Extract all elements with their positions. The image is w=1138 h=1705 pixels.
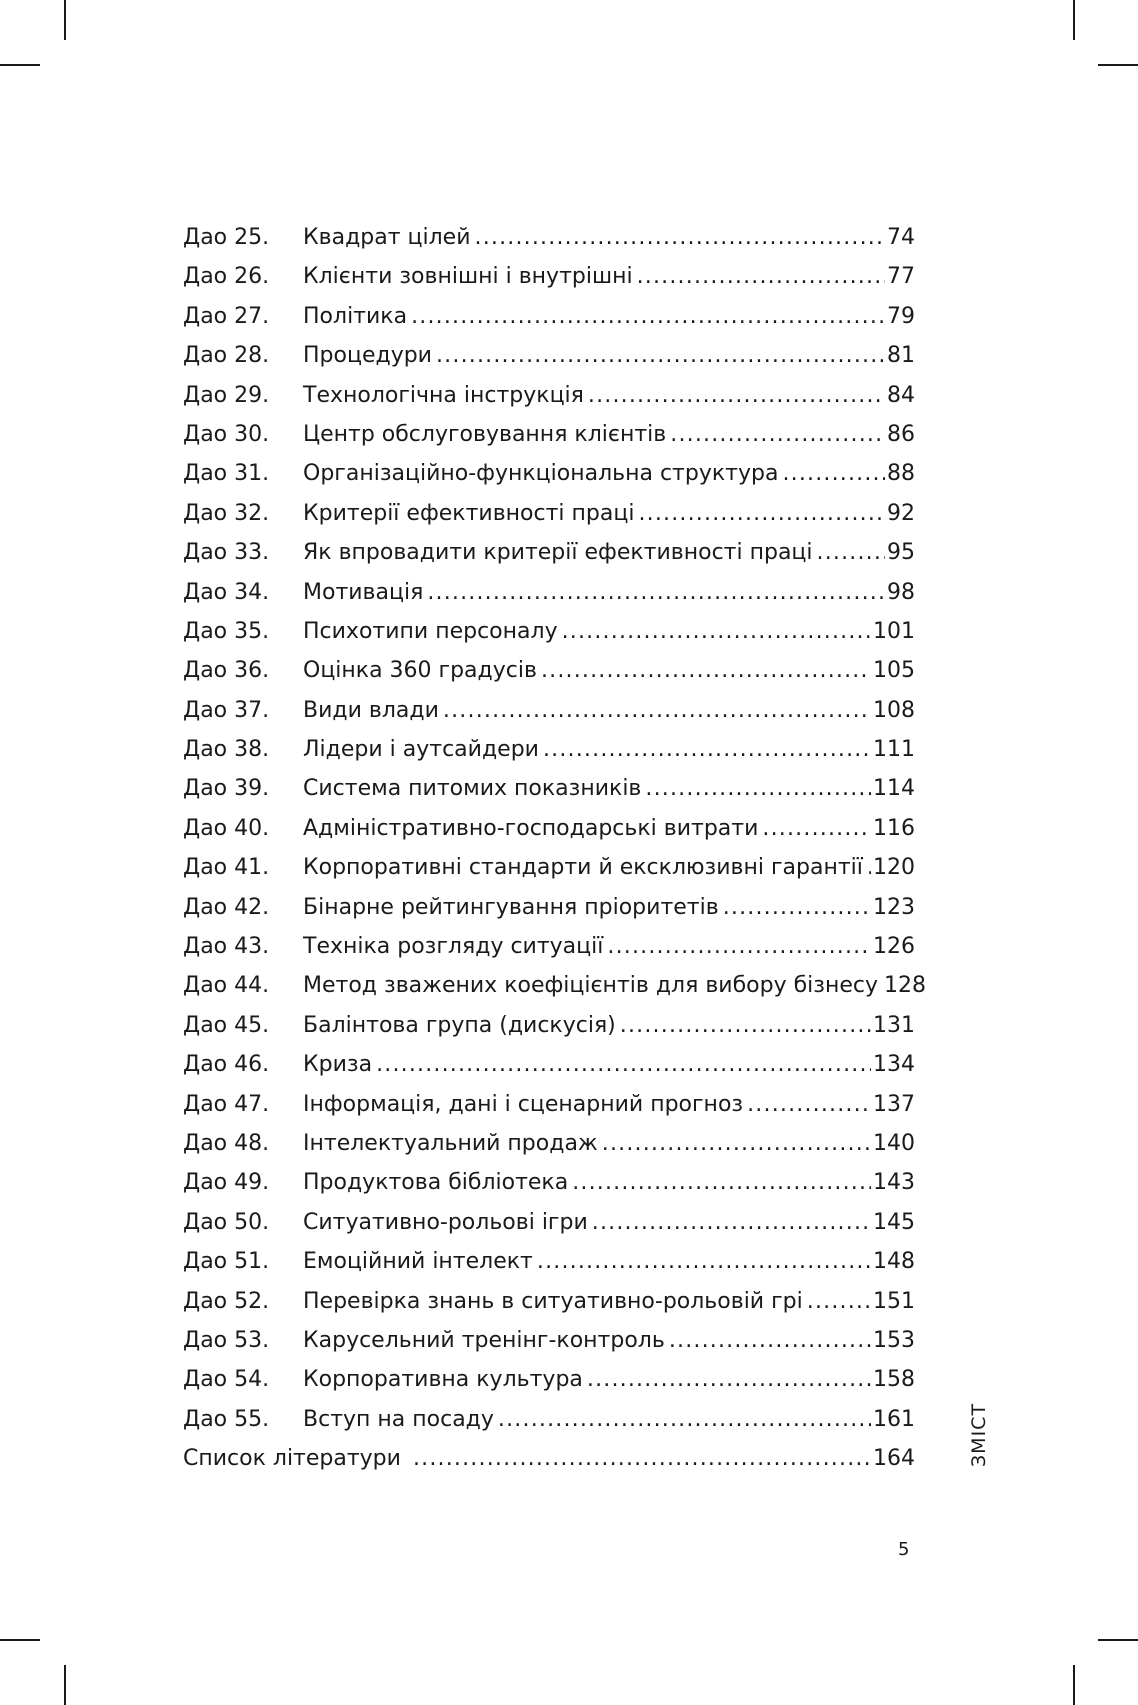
- toc-entry-title: Балінтова група (дискусія): [303, 1012, 616, 1038]
- toc-entry-title: Оцінка 360 градусів: [303, 658, 537, 684]
- toc-entry-page: 143: [873, 1170, 915, 1196]
- dot-leader: [475, 218, 885, 257]
- dot-leader: [376, 1045, 871, 1084]
- toc-entry[interactable]: [183, 1242, 915, 1281]
- toc-entry-number: Дао 44.: [183, 973, 270, 999]
- toc-entry-number: Дао 39.: [183, 776, 270, 802]
- dot-leader: [587, 1360, 871, 1399]
- toc-entry[interactable]: [183, 691, 915, 730]
- crop-mark: [1073, 1665, 1075, 1705]
- toc-entry-page: 137: [873, 1091, 915, 1117]
- toc-entry[interactable]: [183, 651, 915, 690]
- toc-entry-page: 84: [887, 382, 915, 408]
- toc-entry-page: 98: [887, 579, 915, 605]
- toc-entry[interactable]: [183, 769, 915, 808]
- toc-entry-number: Дао 38.: [183, 737, 270, 763]
- toc-entry-title: Список літератури: [183, 1446, 401, 1472]
- toc-entry-number: Дао 45.: [183, 1012, 270, 1038]
- toc-entry-number: Дао 47.: [183, 1091, 270, 1117]
- toc-entry[interactable]: [183, 966, 927, 1005]
- toc-entry-page: 128: [884, 973, 927, 999]
- toc-entry-page: 114: [873, 776, 915, 802]
- toc-entry-title: Лідери і аутсайдери: [303, 737, 539, 763]
- toc-entry[interactable]: [183, 848, 915, 887]
- dot-leader: [411, 297, 885, 336]
- toc-entry-page: 126: [873, 934, 915, 960]
- toc-entry-page: 111: [873, 737, 915, 763]
- toc-entry-title: Техніка розгляду ситуації: [303, 934, 604, 960]
- toc-entry-number: Дао 37.: [183, 697, 270, 723]
- toc-entry-number: Дао 28.: [183, 343, 270, 369]
- dot-leader: [443, 691, 871, 730]
- toc-entry-title: Технологічна інструкція: [303, 382, 584, 408]
- toc-entry-number: Дао 41.: [183, 855, 270, 881]
- toc-entry-number: Дао 35.: [183, 618, 270, 644]
- toc-entry-page: 86: [887, 421, 915, 447]
- toc-entry-page: 145: [873, 1209, 915, 1235]
- toc-entry-title: Критерії ефективності праці: [303, 500, 635, 526]
- toc-entry[interactable]: [183, 336, 915, 375]
- toc-entry-number: Дао 54.: [183, 1367, 270, 1393]
- toc-entry-title: Інформація, дані і сценарний прогноз: [303, 1091, 744, 1117]
- toc-entry[interactable]: [183, 1045, 915, 1084]
- toc-entry-page: 92: [887, 500, 915, 526]
- toc-entry-page: 161: [873, 1406, 915, 1432]
- toc-entry-page: 148: [873, 1249, 915, 1275]
- dot-leader: [436, 336, 885, 375]
- section-label: ЗМІСТ: [968, 1402, 990, 1467]
- dot-leader: [807, 1282, 871, 1321]
- toc-entry-page: 74: [887, 225, 915, 250]
- toc-entry[interactable]: [183, 297, 915, 336]
- toc-entry-bibliography[interactable]: [183, 1439, 915, 1478]
- toc-entry-page: 95: [887, 540, 915, 566]
- dot-leader: [572, 1163, 871, 1202]
- toc-entry-title: Процедури: [303, 343, 432, 369]
- toc-entry[interactable]: [183, 1321, 915, 1360]
- crop-mark: [64, 1665, 66, 1705]
- toc-entry-page: 116: [873, 815, 915, 841]
- toc-entry[interactable]: [183, 1282, 915, 1321]
- toc-entry-number: Дао 30.: [183, 421, 270, 447]
- toc-entry[interactable]: [183, 927, 915, 966]
- dot-leader: [541, 651, 871, 690]
- dot-leader: [670, 415, 885, 454]
- toc-entry-number: Дао 46.: [183, 1052, 270, 1078]
- toc-entry[interactable]: [183, 1085, 915, 1124]
- toc-entry[interactable]: [183, 533, 915, 572]
- toc-entry-number: Дао 55.: [183, 1406, 270, 1432]
- toc-entry-title: Криза: [303, 1052, 373, 1078]
- table-of-contents: [183, 218, 927, 1479]
- toc-entry-title: Перевірка знань в ситуативно-рольовій грі: [303, 1288, 803, 1314]
- dot-leader: [427, 573, 885, 612]
- toc-entry-title: Інтелектуальний продаж: [303, 1130, 598, 1156]
- toc-entry-page: 140: [873, 1130, 915, 1156]
- dot-leader: [762, 809, 871, 848]
- toc-entry-title: Корпоративна культура: [303, 1367, 583, 1393]
- toc-entry-page: 131: [873, 1012, 915, 1038]
- toc-entry-title: Центр обслуговування клієнтів: [303, 421, 667, 447]
- toc-entry-number: Дао 29.: [183, 382, 270, 408]
- toc-entry-number: Дао 42.: [183, 894, 270, 920]
- toc-entry-page: 77: [887, 264, 915, 290]
- dot-leader: [669, 1321, 871, 1360]
- toc-entry-number: Дао 40.: [183, 815, 270, 841]
- toc-entry-title: Корпоративні стандарти й ексклюзивні гарантії: [303, 855, 863, 881]
- toc-entry-page: 88: [887, 461, 915, 487]
- dot-leader: [645, 769, 871, 808]
- toc-entry-number: Дао 49.: [183, 1170, 270, 1196]
- toc-entry-title: Клієнти зовнішні і внутрішні: [303, 264, 633, 290]
- dot-leader: [723, 888, 871, 927]
- dot-leader: [543, 730, 871, 769]
- toc-entry-title: Види влади: [303, 697, 439, 723]
- toc-entry[interactable]: [183, 218, 915, 257]
- toc-entry-title: Політика: [303, 303, 408, 329]
- toc-entry-page: 158: [873, 1367, 915, 1393]
- toc-entry[interactable]: [183, 730, 915, 769]
- toc-entry[interactable]: [183, 809, 915, 848]
- page-number: 5: [898, 1539, 910, 1560]
- dot-leader: [637, 257, 885, 296]
- dot-leader: [602, 1124, 871, 1163]
- toc-entry-page: 105: [873, 658, 915, 684]
- toc-entry-page: 120: [873, 855, 915, 881]
- toc-entry[interactable]: [183, 573, 915, 612]
- toc-entry-number: Дао 50.: [183, 1209, 270, 1235]
- dot-leader: [867, 848, 871, 887]
- toc-entry-number: Дао 52.: [183, 1288, 270, 1314]
- dot-leader: [588, 376, 885, 415]
- toc-entry-title: Психотипи персоналу: [303, 618, 558, 644]
- crop-mark: [1098, 1639, 1138, 1641]
- toc-entry[interactable]: [183, 494, 915, 533]
- toc-entry-title: Карусельний тренінг-контроль: [303, 1327, 665, 1353]
- toc-entry[interactable]: [183, 1006, 915, 1045]
- dot-leader: [413, 1439, 871, 1478]
- toc-entry-page: 81: [887, 343, 915, 369]
- toc-entry-page: 101: [873, 618, 915, 644]
- toc-entry-page: 134: [873, 1052, 915, 1078]
- toc-entry[interactable]: [183, 454, 915, 493]
- toc-entry-number: Дао 25.: [183, 225, 270, 250]
- dot-leader: [747, 1085, 871, 1124]
- toc-entry-page: 108: [873, 697, 915, 723]
- toc-entry-title: Адміністративно-господарські витрати: [303, 815, 759, 841]
- toc-entry-number: Дао 48.: [183, 1130, 270, 1156]
- toc-entry-title: Метод зважених коефіцієнтів для вибору бізнесу: [303, 973, 879, 999]
- toc-entry[interactable]: [183, 1124, 915, 1163]
- toc-entry-page: 123: [873, 894, 915, 920]
- toc-entry-number: Дао 31.: [183, 461, 270, 487]
- toc-entry-page: 151: [873, 1288, 915, 1314]
- toc-entry-title: Організаційно-функціональна структура: [303, 461, 779, 487]
- toc-entry[interactable]: [183, 1203, 915, 1242]
- crop-mark: [1073, 0, 1075, 40]
- dot-leader: [620, 1006, 871, 1045]
- toc-entry[interactable]: [183, 1360, 915, 1399]
- toc-entry[interactable]: [183, 415, 915, 454]
- toc-entry-number: Дао 53.: [183, 1327, 270, 1353]
- dot-leader: [817, 533, 885, 572]
- toc-entry-number: Дао 34.: [183, 579, 270, 605]
- toc-entry[interactable]: [183, 1400, 915, 1439]
- crop-mark: [1098, 64, 1138, 66]
- dot-leader: [537, 1242, 871, 1281]
- toc-entry[interactable]: [183, 257, 915, 296]
- toc-entry-number: Дао 33.: [183, 540, 270, 566]
- toc-entry-title: Система питомих показників: [303, 776, 642, 802]
- toc-entry-title: Мотивація: [303, 579, 424, 605]
- toc-entry-number: Дао 26.: [183, 264, 270, 290]
- toc-entry-number: Дао 32.: [183, 500, 270, 526]
- crop-mark: [0, 64, 40, 66]
- toc-entry-number: Дао 27.: [183, 303, 270, 329]
- toc-entry-title: Квадрат цілей: [303, 225, 471, 250]
- toc-entry[interactable]: [183, 376, 915, 415]
- toc-entry-title: Емоційний інтелект: [303, 1249, 533, 1275]
- toc-entry-title: Бінарне рейтингування пріоритетів: [303, 894, 719, 920]
- toc-entry-page: 153: [873, 1327, 915, 1353]
- toc-entry-number: Дао 51.: [183, 1249, 270, 1275]
- crop-mark: [0, 1639, 40, 1641]
- toc-entry[interactable]: [183, 612, 915, 651]
- dot-leader: [607, 927, 871, 966]
- dot-leader: [498, 1400, 871, 1439]
- toc-entry-title: Ситуативно-рольові ігри: [303, 1209, 588, 1235]
- toc-entry-title: Вступ на посаду: [303, 1406, 494, 1432]
- toc-entry-page: 79: [887, 303, 915, 329]
- dot-leader: [592, 1203, 871, 1242]
- crop-mark: [64, 0, 66, 40]
- toc-entry[interactable]: [183, 888, 915, 927]
- dot-leader: [782, 454, 885, 493]
- toc-entry-number: Дао 36.: [183, 658, 270, 684]
- toc-entry-number: Дао 43.: [183, 934, 270, 960]
- dot-leader: [638, 494, 885, 533]
- toc-entry-page: 164: [873, 1446, 915, 1472]
- toc-entry-title: Як впровадити критерії ефективності праці: [303, 540, 813, 566]
- dot-leader: [562, 612, 871, 651]
- toc-entry[interactable]: [183, 1163, 915, 1202]
- toc-entry-title: Продуктова бібліотека: [303, 1170, 569, 1196]
